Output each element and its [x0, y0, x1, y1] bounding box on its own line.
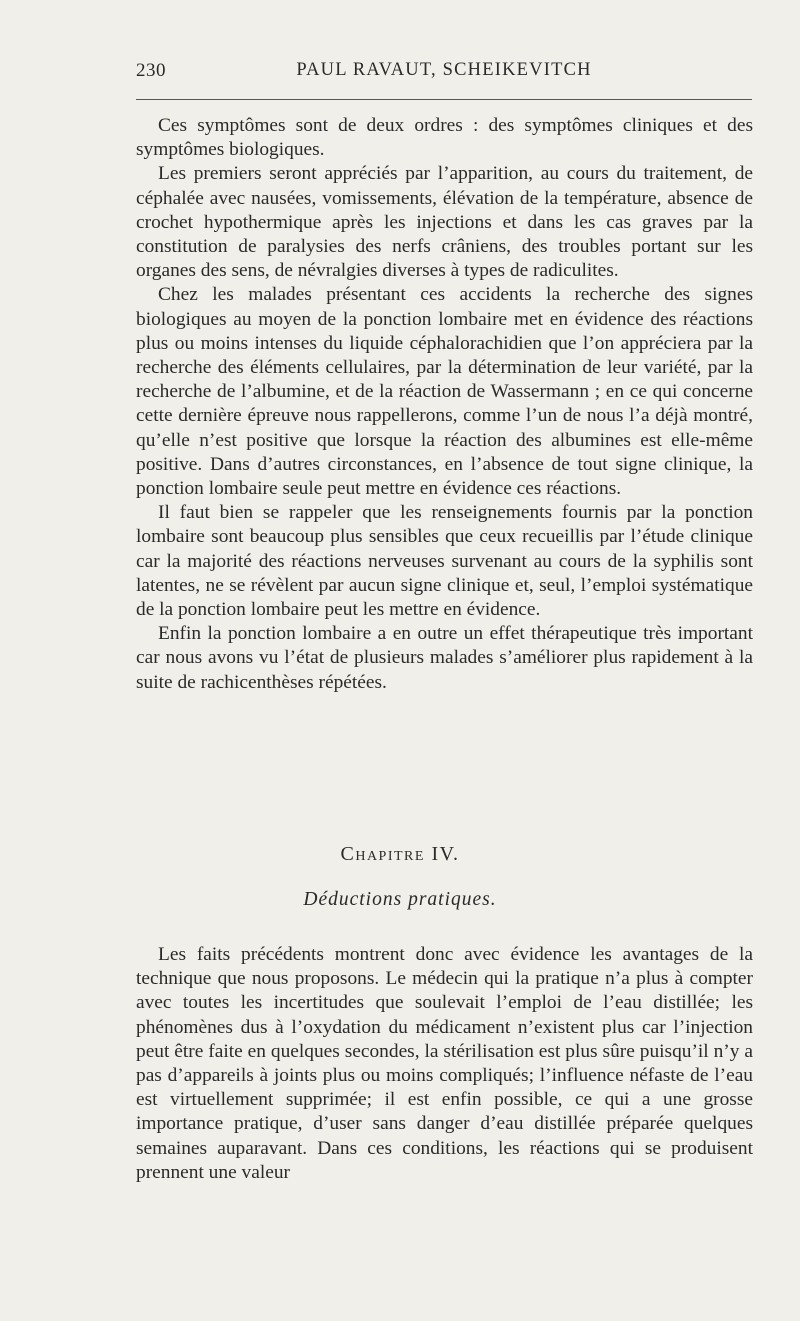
header-rule — [136, 99, 752, 100]
running-head: PAUL RAVAUT, SCHEIKEVITCH — [296, 60, 592, 80]
body-text-top — [136, 114, 753, 695]
paragraph: Il faut bien se rappeler que les renseignements fournis par la ponction lombaire sont beaucoup plus sensibles que ceux recueillis par l’étude clinique car la majorité des réactions nerveuses survenant au cours de la syphilis sont latentes, ne se révèlent par aucun signe clinique et, seul, l’emploi systématique de la ponction lombaire peut les mettre en évidence. — [136, 502, 753, 621]
paragraph: Chez les malades présentant ces accidents la recherche des signes biologiques au moyen de la ponction lombaire met en évidence des réactions plus ou moins intenses du liquide céphalorachidien que l’on appréciera par la recherche des éléments cellulaires, par la détermination de leur variété, par la recherche de l’albumine, et de la réaction de Wassermann ; en ce qui concerne cette dernière épreuve nous rappellerons, comme l’un de nous l’a déjà montré, qu’elle n’est positive que lorsque la réaction des albumines est elle-même positive. Dans d’autres circonstances, en l’absence de tout signe clinique, la ponction lombaire seule peut mettre en évidence ces réactions. — [136, 284, 753, 500]
paragraph: Ces symptômes sont de deux ordres : des symptômes cliniques et des symptômes biologiques. — [136, 115, 753, 161]
paragraph: Les faits précédents montrent donc avec évidence les avantages de la technique que nous proposons. Le médecin qui la pratique n’a plus à compter avec toutes les incertitudes que soulevait l’emploi de l’eau distillée; les phénomènes dus à l’oxydation du médicament n’existent plus car l’injection peut être faite en quelques secondes, la stérilisation est plus sûre puisqu’il n’y a pas d’appareils à joints plus ou moins compliqués; l’influence néfaste de l’eau est virtuellement supprimée; il est enfin possible, ce qui a une grosse importance pratique, d’user sans danger d’eau distillée préparée quelques semaines auparavant. Dans ces conditions, les réactions qui se produisent prennent une valeur — [136, 944, 753, 1183]
chapter-title — [0, 843, 800, 866]
section-title: Déductions pratiques. — [303, 889, 497, 910]
chapter-title-text: Chapitre IV. — [340, 843, 460, 865]
paragraph: Les premiers seront appréciés par l’apparition, au cours du traitement, de céphalée avec nausées, vomissements, élévation de la température, absence de crochet hypothermique après les injections et dans les cas graves par la constitution de paralysies des nerfs crâniens, des troubles portant sur les organes des sens, de névralgies diverses à types de radiculites. — [136, 163, 753, 282]
paragraph: Enfin la ponction lombaire a en outre un effet thérapeutique très important car nous avons vu l’état de plusieurs malades s’améliorer plus rapidement à la suite de rachicenthèses répétées. — [136, 623, 753, 693]
page-header — [136, 60, 752, 90]
page-number: 230 — [136, 60, 166, 81]
body-text-bottom — [136, 943, 753, 1185]
